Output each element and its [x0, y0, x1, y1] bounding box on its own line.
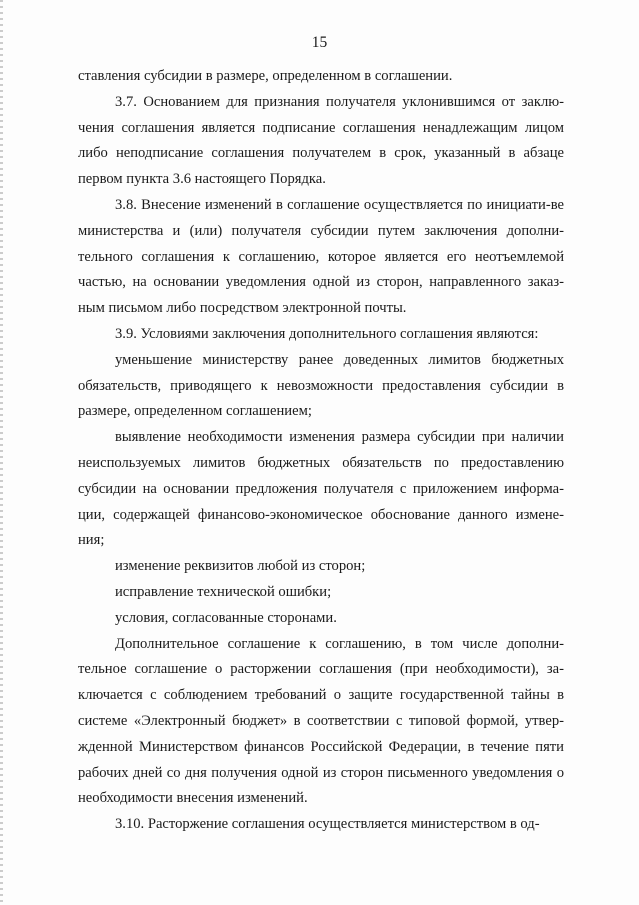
list-item-limit-reduction: уменьшение министерству ранее доведенных лимитов бюджетных обязательств, приводящего к невозможности предоставления субсидии в размере, определенном соглашением;: [78, 351, 564, 420]
paragraph-additional-agreement: Дополнительное соглашение к соглашению, в том числе дополни-тельное соглашение о расторжении соглашения (при необходимости), за-ключается с соблюдением требований о защите государственной тайны в системе «Электронный бюджет» в соответствии с типовой формой, утвер-жденной Министерством финансов Российской Федерации, в течение пяти рабочих дней со дня получения одной из сторон письменного уведомления о необходимости внесения изменений.: [78, 635, 564, 807]
paragraph-3-8: 3.8. Внесение изменений в соглашение осуществляется по инициати-ве министерства и (или) получателя субсидии путем заключения дополни-тельного соглашения к соглашению, которое является его неотъемлемой частью, на основании уведомления одной из сторон, направленного заказ-ным письмом либо посредством электронной почты.: [78, 196, 564, 317]
paragraph-3-7: 3.7. Основанием для признания получателя уклонившимся от заклю-чения соглашения является подписание соглашения ненадлежащим лицом либо неподписание соглашения получателем в срок, указанный в абзаце первом пункта 3.6 настоящего Порядка.: [78, 93, 564, 188]
list-item-size-change: выявление необходимости изменения размера субсидии при наличии неиспользуемых лимитов бюджетных обязательств по предоставлению субсидии на основании предложения получателя с приложением информа-ции, содержащей финансово-экономическое обоснование данного измене-ния;: [78, 429, 564, 549]
scan-edge-decoration: [0, 0, 3, 905]
paragraph-3-10: 3.10. Расторжение соглашения осуществляется министерством в од-: [115, 816, 540, 833]
list-item-requisites-change: изменение реквизитов любой из сторон;: [115, 558, 366, 575]
page-number: 15: [311, 34, 328, 51]
list-item-agreed-conditions: условия, согласованные сторонами.: [115, 609, 337, 626]
document-body: [78, 64, 564, 838]
paragraph-3-9: 3.9. Условиями заключения дополнительного соглашения являются:: [115, 325, 539, 342]
list-item-technical-error: исправление технической ошибки;: [115, 583, 332, 600]
paragraph-continuation: ставления субсидии в размере, определенном в соглашении.: [78, 68, 453, 84]
